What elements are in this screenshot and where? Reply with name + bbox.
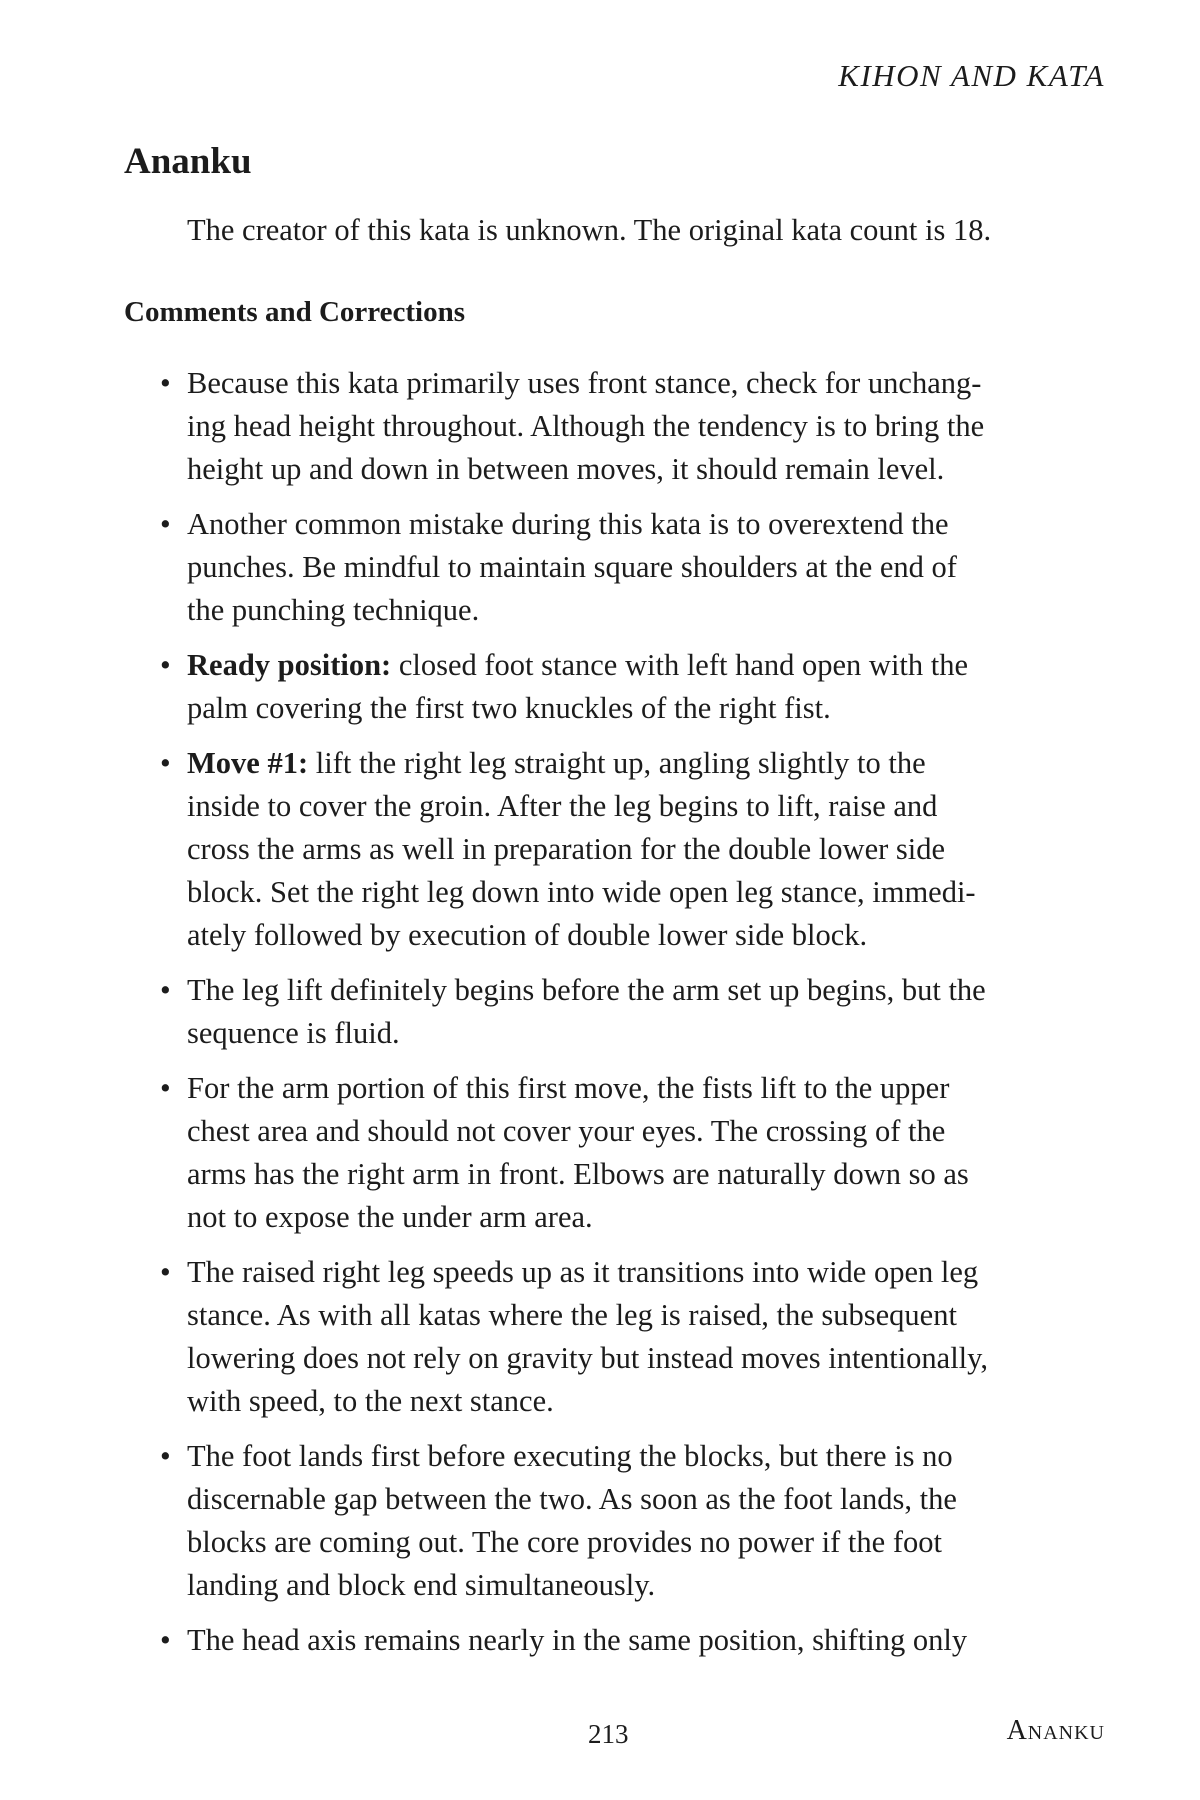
bullet-text-line: ing head height throughout. Although the tendency is to bring the: [187, 409, 985, 443]
list-item: [160, 644, 1067, 730]
subsection-heading: Comments and Corrections: [124, 296, 465, 328]
bullet-marker: •: [160, 973, 171, 1007]
bullet-text-line: cross the arms as well in preparation for the double lower side: [187, 832, 946, 866]
bullet-text-line: not to expose the under arm area.: [187, 1200, 593, 1234]
bullet-text-line: punches. Be mindful to maintain square shoulders at the end of: [187, 550, 957, 584]
bullet-text: lift the right leg straight up, angling slightly to the: [308, 746, 926, 780]
bullet-text-line: stance. As with all katas where the leg is raised, the subsequent: [187, 1298, 957, 1332]
list-item: [160, 1619, 1067, 1662]
running-head: KIHON AND KATA: [838, 58, 1105, 93]
list-item: [160, 742, 1067, 957]
bullet-text-line: landing and block end simultaneously.: [187, 1568, 656, 1602]
intro-paragraph: The creator of this kata is unknown. The original kata count is 18.: [187, 213, 992, 247]
bullet-text-line: palm covering the first two knuckles of the right fist.: [187, 691, 831, 725]
list-item: [160, 1067, 1067, 1239]
page-number: 213: [588, 1719, 629, 1749]
bullet-marker: •: [160, 648, 171, 682]
bullet-text-line: The leg lift definitely begins before the arm set up begins, but the: [187, 973, 986, 1007]
bullet-text-line: Another common mistake during this kata is to overextend the: [187, 507, 949, 541]
bullet-marker: •: [160, 366, 171, 400]
list-item: [160, 1435, 1067, 1607]
bullet-text-line: chest area and should not cover your eyes. The crossing of the: [187, 1114, 946, 1148]
bullet-marker: •: [160, 507, 171, 541]
bullet-marker: •: [160, 1255, 171, 1289]
bullet-text-line: arms has the right arm in front. Elbows are naturally down so as: [187, 1157, 969, 1191]
bullet-text-line: lowering does not rely on gravity but instead moves intentionally,: [187, 1341, 989, 1375]
bullet-lead-label: Ready position:: [187, 648, 392, 682]
bullet-text-line: block. Set the right leg down into wide open leg stance, immedi-: [187, 875, 976, 909]
bullet-text-line: ately followed by execution of double lower side block.: [187, 918, 868, 952]
bullet-marker: •: [160, 746, 171, 780]
bullet-text-line: Because this kata primarily uses front stance, check for unchang-: [187, 366, 982, 400]
list-item: [160, 362, 1067, 491]
list-item: [160, 503, 1067, 632]
list-item: [160, 1251, 1067, 1423]
list-item: [160, 969, 1067, 1055]
bullet-marker: •: [160, 1439, 171, 1473]
bullet-text-line: [187, 742, 1067, 785]
bullet-text-line: sequence is fluid.: [187, 1016, 400, 1050]
bullet-text-line: The head axis remains nearly in the same position, shifting only: [187, 1623, 968, 1657]
bullet-text: closed foot stance with left hand open with the: [391, 648, 969, 682]
bullet-text-line: [187, 644, 1067, 687]
bullet-text-line: with speed, to the next stance.: [187, 1384, 554, 1418]
bullet-text-line: inside to cover the groin. After the leg begins to lift, raise and: [187, 789, 938, 823]
bullet-text-line: blocks are coming out. The core provides no power if the foot: [187, 1525, 942, 1559]
bullet-text-line: discernable gap between the two. As soon as the foot lands, the: [187, 1482, 957, 1516]
bullet-text-line: height up and down in between moves, it should remain level.: [187, 452, 945, 486]
bullet-marker: •: [160, 1623, 171, 1657]
bullet-text-line: the punching technique.: [187, 593, 480, 627]
bullet-text-line: For the arm portion of this first move, the fists lift to the upper: [187, 1071, 950, 1105]
bullet-lead-label: Move #1:: [187, 746, 309, 780]
bullet-text-line: The raised right leg speeds up as it transitions into wide open leg: [187, 1255, 979, 1289]
footer-chapter-title: Ananku: [1006, 1715, 1105, 1746]
bullet-text-line: The foot lands first before executing the blocks, but there is no: [187, 1439, 953, 1473]
comments-list: [160, 362, 1067, 1674]
bullet-marker: •: [160, 1071, 171, 1105]
section-heading: Ananku: [124, 141, 252, 182]
